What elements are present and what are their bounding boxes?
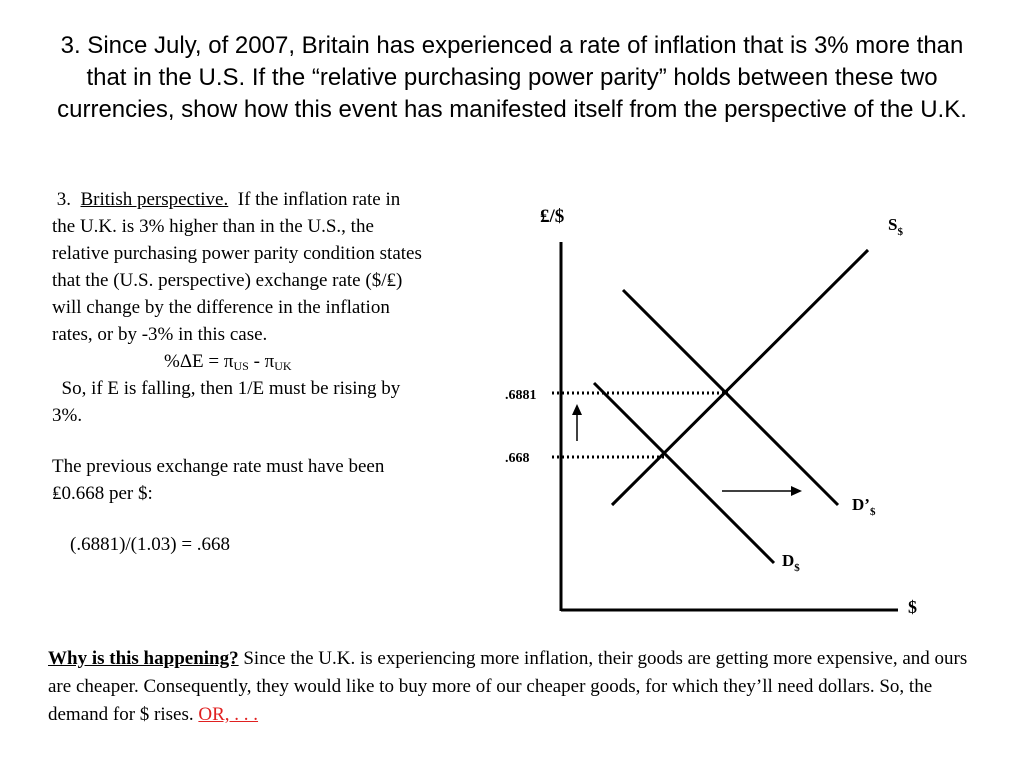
- demand-curve: [594, 383, 774, 563]
- explanation-text-1: If the inflation rate in the U.K. is 3% higher than in the U.S., the relative purchasing power parity condition states that the (U.S. perspective) exchange rate ($/₤) will change by the difference in the inflation rates, or by -3% in this case.: [52, 189, 422, 345]
- x-axis-label: $: [908, 597, 917, 617]
- explanation-paragraph-3: The previous exchange rate must have been ₤0.668 per $:: [52, 456, 385, 504]
- section-heading: British perspective.: [80, 189, 229, 210]
- why-explanation: [48, 645, 988, 729]
- new-demand-curve: [623, 290, 838, 505]
- explanation-paragraph-2: So, if E is falling, then 1/E must be rising by 3%.: [52, 378, 401, 426]
- supply-label: $S_{\$}$: [888, 215, 903, 238]
- item-number: 3.: [56, 189, 71, 210]
- why-answer: Since the U.K. is experiencing more inflation, their goods are getting more expensive, and ours are cheaper. Consequently, they would like to buy more of our cheaper goods, for which they’ll need dollars. So, the demand for $ rises.: [48, 648, 968, 725]
- rate-high-label: .6881: [505, 388, 537, 403]
- ppp-formula: $\%\Delta E = \pi_{US} - \pi_{UK}$: [164, 351, 292, 373]
- slide-title: 3. Since July, of 2007, Britain has experienced a rate of inflation that is 3% more than that in the U.S. If the “relative purchasing power parity” holds between these two currencies, show how this event has manifested itself from the perspective of the U.K.: [57, 32, 967, 123]
- y-axis-label: ₤/$: [540, 206, 565, 227]
- demand-label: $D_{\$}$: [782, 551, 800, 574]
- why-question: Why is this happening?: [48, 648, 239, 669]
- or-continuation: OR, . . .: [198, 704, 259, 725]
- new-demand-label: $D’_{\$}$: [852, 495, 876, 518]
- exchange-rate-calculation: (.6881)/(1.03) = .668: [70, 534, 231, 555]
- up-arrow-icon: [572, 404, 582, 415]
- supply-curve: [612, 250, 868, 505]
- right-arrow-icon: [791, 486, 802, 496]
- rate-low-label: .668: [505, 451, 530, 466]
